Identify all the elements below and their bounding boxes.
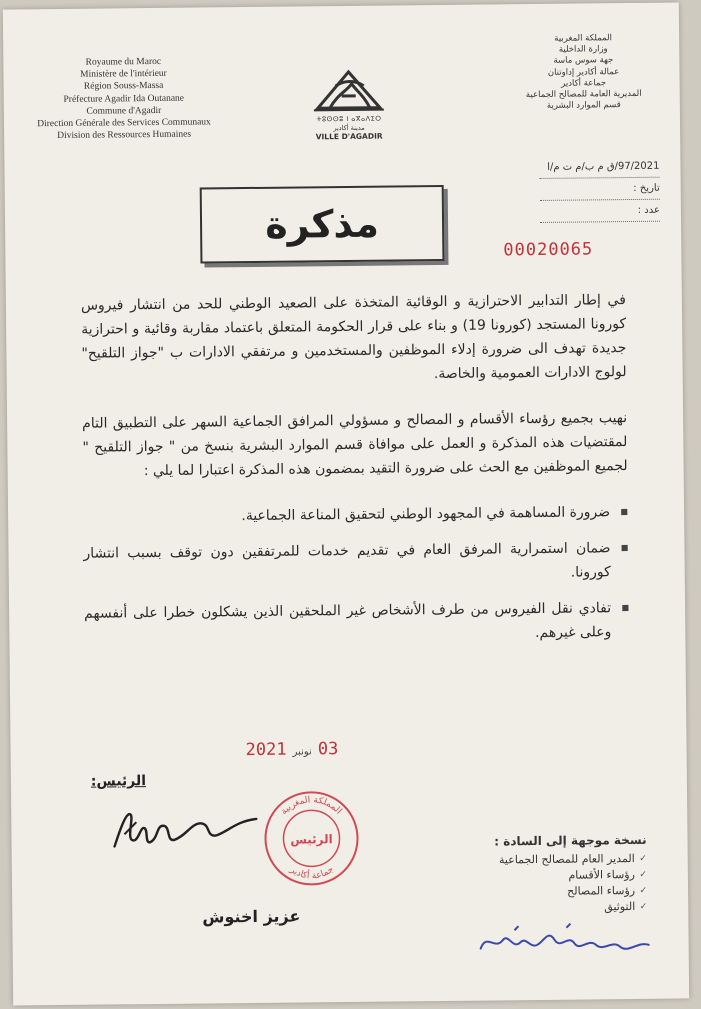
header-ar-line: وزارة الداخلية xyxy=(558,44,608,55)
city-logo xyxy=(303,65,394,141)
memo-title-box xyxy=(200,185,445,264)
memo-title: مذكرة xyxy=(265,201,380,247)
list-item: ■ تفادي نقل الفيروس من طرف الأشخاص غير الملحقين الذين يشكلون خطرا على أنفسهم وعلى غيرهم. xyxy=(84,596,629,650)
signature-icon xyxy=(106,797,267,859)
logo-french: VILLE D'AGADIR xyxy=(315,131,383,142)
official-stamp xyxy=(261,788,362,893)
header-fr-line: Direction Générale des Services Communaux xyxy=(37,117,211,130)
reference-number: 97/2021/ق م ب/م ت م/ا xyxy=(539,161,659,179)
handwritten-note xyxy=(474,919,654,965)
logo-arabic: مدينة أكادير xyxy=(333,123,365,133)
city-emblem-icon xyxy=(311,66,385,115)
paragraph-intro: في إطار التدابير الاحترازية و الوقائية المتخذة على الصعيد الوطني للحد من انتشار فيروس كورونا المستجد (كورونا 19) و بناء على قرار الحكومة المتعلق باعتماد مقاربة وقائية و احترازية جديدة تهدف الى ضرورة إدلاء الموظفين والمستخدمين و مرتفقي الادارات ب "جواز التلقيح" لولوج الادارات العمومية والخاصة. xyxy=(80,292,627,383)
date-month: نونبر xyxy=(292,746,312,758)
header-fr-line: Préfecture Agadir Ida Outanane xyxy=(63,93,185,105)
stamp-seal-icon xyxy=(261,788,362,889)
reasons-list xyxy=(83,500,629,650)
stamp-bottom-text: جماعة أكادير xyxy=(288,864,336,882)
header-fr-line: Division des Ressources Humaines xyxy=(57,129,192,142)
reference-block xyxy=(539,161,660,228)
handwriting-icon xyxy=(474,919,654,961)
header-fr-line: Commune d'Agadir xyxy=(86,105,162,117)
list-item: ✓ التوثيق xyxy=(457,899,635,917)
date-day: 03 xyxy=(317,739,339,760)
header-ar-line: المديرية العامة للمصالح الجماعية xyxy=(525,88,642,101)
signer-name: عزيز اخنوش xyxy=(202,906,301,927)
copies-list xyxy=(457,851,648,917)
header-fr-line: Ministère de l'intérieur xyxy=(80,69,167,80)
paragraph-instructions: نهيب بجميع رؤساء الأقسام و المصالح و مسؤولي المرافق الجماعية السهر على التطبيق التام لمقتضيات هذه المذكرة و العمل على موافاة قسم الموارد البشرية بنسخ من " جواز التلقيح " لجميع الموظفين مع الحث على ضرورة التقيد بمضمون هذه المذكرة اعتبارا لما يلي : xyxy=(82,410,628,480)
header-arabic xyxy=(508,33,659,113)
copies-block xyxy=(456,833,647,917)
header-ar-line: المملكة المغربية xyxy=(554,33,613,44)
reference-count-label: عدد : xyxy=(540,205,660,223)
header-ar-line: قسم الموارد البشرية xyxy=(546,100,621,112)
memo-body xyxy=(81,288,630,662)
stamp-center-text: الرئيس xyxy=(290,832,333,847)
header-ar-line: جهة سوس ماسة xyxy=(553,55,614,67)
list-item: ✓ رؤساء المصالح xyxy=(457,883,635,901)
list-item: ■ ضمان استمرارية المرفق العام في تقديم خدمات للمرتفقين دون توقف بسبب انتشار كورونا. xyxy=(83,536,628,590)
header-ar-line: جماعة أكادير xyxy=(561,78,607,89)
header-french xyxy=(23,55,224,143)
serial-number: 00020065 xyxy=(503,239,594,261)
handwritten-signature xyxy=(106,797,267,863)
list-item: ■ ضرورة المساهمة في المجهود الوطني لتحقيق المناعة الجماعية. xyxy=(83,500,628,530)
date-year: 2021 xyxy=(245,739,287,761)
president-label: الرئيس: xyxy=(90,773,147,790)
list-item: ✓ المدير العام للمصالح الجماعية xyxy=(457,851,635,869)
list-item: ✓ رؤساء الأقسام xyxy=(457,867,635,885)
memo-document xyxy=(3,2,689,1005)
reference-date-label: تاريخ : xyxy=(540,183,660,201)
header-fr-line: Royaume du Maroc xyxy=(85,56,162,68)
copies-title: نسخة موجهة إلى السادة : xyxy=(494,832,647,849)
stamp-top-text: المملكة المغربية xyxy=(279,795,344,817)
header-ar-line: عمالة أكادير إداوتنان xyxy=(547,66,620,78)
memo-date xyxy=(245,739,338,760)
header-fr-line: Région Souss-Massa xyxy=(83,81,164,93)
logo-tifinagh: ⵜⵓⵙⵙⵓ ⵏ ⴰⴳⴰⴷⵉⵔ xyxy=(316,114,382,124)
